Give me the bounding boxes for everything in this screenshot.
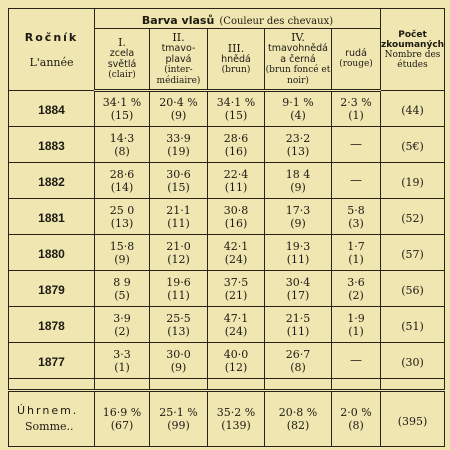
count-value: (2): [114, 324, 130, 338]
percent-value: 22·4: [223, 167, 249, 181]
percent-value: 37·5: [223, 275, 249, 289]
data-cell: [150, 343, 208, 379]
percent-value: 21·1: [166, 203, 191, 217]
percent-value: 9·1 %: [282, 96, 314, 109]
percent-value: 3·3: [113, 347, 131, 361]
total-cell: [381, 343, 445, 379]
year-cell: [9, 127, 95, 163]
count-value: (13): [167, 324, 190, 338]
total-cell: [381, 271, 445, 307]
data-cell: [265, 307, 332, 343]
column-fr-label: (rouge): [339, 59, 373, 69]
count-value: (11): [167, 216, 190, 230]
summary-total-value: (395): [397, 414, 428, 428]
percent-value: 25·5: [166, 311, 191, 325]
summary-label: [9, 391, 95, 447]
data-cell: [265, 163, 332, 199]
table-row: [9, 235, 445, 271]
data-cell: [332, 91, 381, 127]
data-cell: [332, 271, 381, 307]
percent-value: 30·4: [285, 275, 311, 289]
year-value: 1877: [38, 355, 65, 369]
percent-value: 33·9: [166, 131, 191, 145]
data-cell: [95, 91, 150, 127]
count-value: (21): [224, 288, 248, 302]
data-cell: [95, 235, 150, 271]
percent-value: 14·3: [109, 131, 135, 145]
annee-label: L'année: [29, 55, 74, 69]
data-cell: [265, 91, 332, 127]
total-cell: [381, 91, 445, 127]
percent-value: 19·3: [285, 239, 311, 253]
count-value: (19): [167, 144, 190, 158]
data-cell: [95, 199, 150, 235]
data-cell: [265, 343, 332, 379]
count-header: [381, 9, 445, 91]
percent-value: 25 0: [109, 203, 135, 217]
total-value: (51): [401, 320, 424, 333]
table-row: [9, 271, 445, 307]
total-value: (30): [401, 356, 424, 369]
table-row: [9, 91, 445, 127]
year-value: 1881: [38, 211, 65, 225]
table-row: [9, 343, 445, 379]
summary-cell: [208, 391, 265, 447]
summary-percent: 35·2 %: [216, 406, 256, 419]
column-roman-label: I.: [118, 36, 126, 49]
year-cell: [9, 307, 95, 343]
table-row: [9, 199, 445, 235]
data-cell: [150, 235, 208, 271]
count-value: (24): [224, 252, 248, 266]
color-column-header: [95, 29, 150, 91]
data-cell: [332, 199, 381, 235]
count-value: (1): [114, 360, 130, 374]
count-header-cz: Počet zkoumaných: [381, 29, 445, 50]
year-header: [9, 9, 95, 91]
color-column-header: [265, 29, 332, 91]
percent-value: —: [350, 353, 363, 367]
column-cz-label: tmavohnědá a černá: [268, 42, 328, 65]
data-cell: [265, 235, 332, 271]
data-cell: [150, 163, 208, 199]
data-cell: [208, 343, 265, 379]
data-cell: [265, 127, 332, 163]
count-value: (9): [290, 216, 306, 230]
total-value: (44): [401, 104, 424, 117]
hair-color-table: [8, 8, 445, 447]
count-value: (9): [114, 252, 130, 266]
total-value: (57): [401, 248, 424, 261]
group-subtitle: (Couleur des chevaux): [219, 16, 334, 27]
percent-value: 28·6: [223, 131, 249, 145]
count-value: (9): [170, 360, 187, 374]
count-value: (8): [290, 360, 306, 374]
count-value: (5): [114, 288, 130, 302]
data-cell: [208, 127, 265, 163]
count-value: (9): [290, 180, 306, 194]
summary-cell: [332, 391, 381, 447]
summary-percent: 2·0 %: [340, 406, 372, 419]
data-cell: [150, 91, 208, 127]
summary-count: (82): [286, 419, 310, 432]
count-value: (4): [290, 109, 306, 122]
color-column-header: [332, 29, 381, 91]
data-cell: [150, 307, 208, 343]
data-cell: [332, 343, 381, 379]
percent-value: 30·8: [223, 203, 249, 217]
percent-value: —: [350, 173, 363, 187]
count-value: (8): [114, 144, 130, 158]
count-value: (14): [110, 180, 134, 194]
data-cell: [332, 163, 381, 199]
summary-count: (8): [348, 419, 364, 432]
column-roman-label: III.: [227, 41, 245, 55]
percent-value: 17·3: [285, 203, 311, 217]
data-cell: [208, 163, 265, 199]
percent-value: 34·1 %: [102, 96, 142, 109]
year-value: 1882: [38, 175, 65, 189]
column-cz-label: rudá: [345, 48, 367, 59]
total-value: (19): [401, 176, 424, 189]
count-value: (3): [348, 216, 364, 230]
total-cell: [381, 307, 445, 343]
percent-value: 18 4: [285, 167, 311, 181]
summary-count: (99): [167, 419, 190, 432]
year-cell: [9, 271, 95, 307]
summary-cell: [95, 391, 150, 447]
data-cell: [150, 199, 208, 235]
data-cell: [208, 307, 265, 343]
percent-value: 3·9: [113, 311, 131, 325]
column-fr-label: (brun foncé et noir): [265, 64, 331, 86]
count-value: (15): [224, 109, 248, 122]
data-cell: [332, 127, 381, 163]
count-value: (12): [224, 360, 248, 374]
percent-value: 47·1: [223, 311, 249, 325]
summary-row: [9, 391, 445, 447]
table-row: [9, 163, 445, 199]
data-cell: [95, 307, 150, 343]
percent-value: 42·1: [223, 239, 249, 253]
column-cz-label: zcela světlá: [107, 48, 137, 70]
data-cell: [208, 199, 265, 235]
count-value: (13): [286, 144, 310, 158]
total-cell: [381, 199, 445, 235]
count-value: (11): [224, 180, 248, 194]
summary-label-fr: Somme..: [25, 420, 74, 433]
summary-percent: 25·1 %: [159, 406, 198, 419]
total-cell: [381, 235, 445, 271]
total-value: (5€): [401, 140, 424, 153]
count-value: (11): [286, 252, 310, 266]
percent-value: 34·1 %: [216, 96, 256, 109]
year-cell: [9, 91, 95, 127]
data-cell: [332, 307, 381, 343]
color-column-header: [150, 29, 208, 91]
data-cell: [150, 127, 208, 163]
percent-value: 20·4 %: [159, 96, 198, 109]
summary-count: (139): [221, 419, 251, 432]
summary-count: (67): [110, 419, 134, 432]
data-cell: [95, 271, 150, 307]
year-value: 1880: [38, 247, 65, 261]
percent-value: 40·0: [223, 347, 249, 361]
column-fr-label: (clair): [108, 70, 136, 80]
data-cell: [332, 235, 381, 271]
data-cell: [265, 271, 332, 307]
data-cell: [208, 235, 265, 271]
data-cell: [95, 163, 150, 199]
year-value: 1879: [38, 283, 65, 297]
percent-value: 19·6: [166, 275, 191, 289]
count-value: (16): [224, 216, 248, 230]
count-value: (15): [167, 180, 190, 194]
count-value: (16): [224, 144, 248, 158]
percent-value: —: [350, 137, 363, 151]
percent-value: 1·9: [347, 311, 365, 325]
data-cell: [95, 127, 150, 163]
data-cell: [208, 91, 265, 127]
summary-percent: 16·9 %: [102, 406, 142, 419]
count-value: (1): [348, 252, 364, 266]
data-cell: [150, 271, 208, 307]
count-value: (24): [224, 324, 248, 338]
rocnik-label: Ročník: [24, 30, 79, 44]
year-value: 1884: [38, 103, 65, 117]
column-roman-label: IV.: [291, 30, 305, 44]
count-value: (13): [110, 216, 134, 230]
year-cell: [9, 235, 95, 271]
data-cell: [208, 271, 265, 307]
column-fr-label: (inter-médiaire): [156, 64, 201, 86]
count-value: (11): [167, 288, 190, 302]
data-cell: [95, 343, 150, 379]
total-cell: [381, 163, 445, 199]
percent-value: 2·3 %: [340, 96, 372, 109]
year-value: 1883: [38, 139, 65, 153]
summary-cell: [150, 391, 208, 447]
percent-value: 3·6: [347, 275, 365, 289]
year-cell: [9, 343, 95, 379]
table-row: [9, 127, 445, 163]
summary-cell: [265, 391, 332, 447]
color-column-header: [208, 29, 265, 91]
percent-value: 30·0: [166, 347, 191, 361]
count-value: (9): [170, 109, 187, 122]
data-cell: [265, 199, 332, 235]
count-value: (15): [110, 109, 134, 122]
count-header-fr: Nombre des études: [384, 49, 441, 70]
percent-value: 21·5: [285, 311, 311, 325]
total-cell: [381, 127, 445, 163]
hair-color-group-header: [95, 9, 381, 29]
percent-value: 30·6: [166, 167, 191, 181]
group-title: Barva vlasů: [141, 14, 215, 27]
summary-label-cz: Úhrnem.: [17, 404, 79, 417]
count-value: (1): [348, 109, 364, 122]
total-value: (52): [401, 212, 424, 225]
summary-total: [381, 391, 445, 447]
column-fr-label: (brun): [221, 64, 251, 75]
total-value: (56): [401, 284, 424, 297]
percent-value: 23·2: [285, 131, 311, 145]
table-row: [9, 307, 445, 343]
percent-value: 5·8: [347, 203, 365, 217]
year-cell: [9, 163, 95, 199]
percent-value: 26·7: [285, 347, 311, 361]
column-cz-label: tmavo-plavá: [161, 42, 196, 65]
count-value: (17): [286, 288, 310, 302]
count-value: (12): [167, 252, 190, 266]
percent-value: 15·8: [109, 239, 135, 253]
count-value: (11): [286, 324, 310, 338]
percent-value: 28·6: [109, 167, 135, 181]
year-cell: [9, 199, 95, 235]
percent-value: 1·7: [347, 239, 365, 253]
percent-value: 21·0: [166, 239, 191, 253]
column-cz-label: hnědá: [221, 53, 251, 65]
column-roman-label: II.: [172, 30, 185, 44]
summary-percent: 20·8 %: [278, 406, 318, 419]
count-value: (1): [348, 324, 364, 338]
count-value: (2): [348, 288, 364, 302]
percent-value: 8 9: [113, 275, 131, 289]
year-value: 1878: [38, 319, 65, 333]
